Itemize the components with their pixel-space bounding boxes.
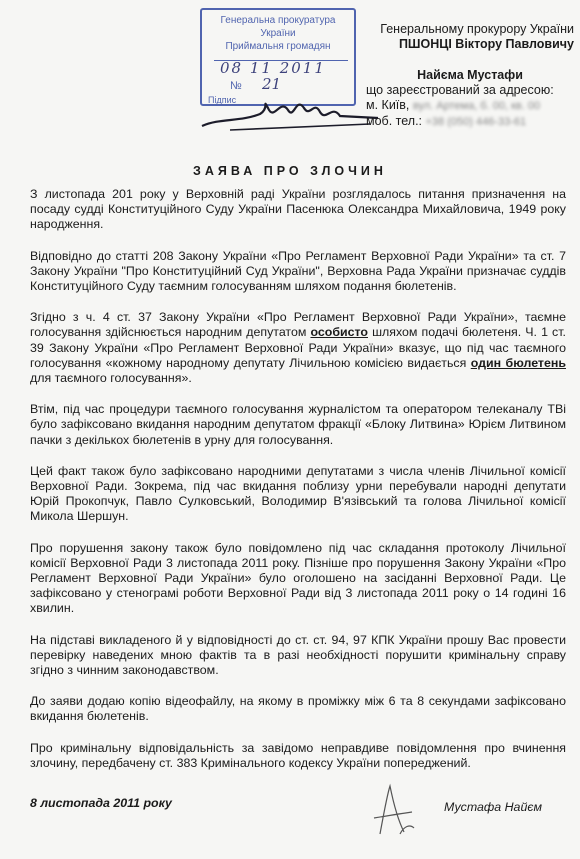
document-body bbox=[30, 187, 566, 787]
paragraph: Відповідно до статті 208 Закону України «Про Регламент Верховної Ради України» та ст. 7 Закону України "Про Конституційний Суд України", Верховна Рада України призначає суддів Конституційного Суду таємним голосуванням шляхом подання бюлетенів. bbox=[30, 248, 566, 294]
stamp-line-3: Приймальня громадян bbox=[225, 41, 331, 52]
stamp-line-2: України bbox=[260, 28, 296, 39]
sender-street-redacted: вул. Артема, б. 00, кв. 00 bbox=[412, 100, 541, 112]
sender-phone-line bbox=[366, 114, 574, 130]
footer-date: 8 листопада 2011 року bbox=[30, 796, 172, 810]
footer-signature-name: Мустафа Найєм bbox=[444, 800, 542, 814]
document-title: ЗАЯВА ПРО ЗЛОЧИН bbox=[193, 164, 387, 178]
paragraph: До заяви додаю копію відеофайлу, на якому в проміжку між 6 та 8 секундами зафіксовано вкидання бюлетенів. bbox=[30, 694, 566, 724]
paragraph: Цей факт також було зафіксовано народними депутатами з числа членів Лічильної комісії Верховної Ради. Зокрема, під час вкидання поблизу урни перебували народні депутати Юрій Прокопчук, Павло Сулковський, Володимир В'язівський та голова Лічильної комісії Микола Шершун. bbox=[30, 463, 566, 524]
stamp-date: 08 11 2011 bbox=[220, 59, 326, 77]
sender-address-label: що зареєстрований за адресою: bbox=[366, 83, 554, 97]
paragraph: Згідно з ч. 4 ст. 37 Закону України «Про Регламент Верховної Ради України», таємне голосування здійснюється народним депутатом особисто шляхом подачі бюлетеня. Ч. 1 ст. 39 Закону України «Про Регламент Верховної Ради України» вказує, що під час таємного голосування «кожному народному депутату Лічильною комісією видається один бюлетень для таємного голосування». bbox=[30, 310, 566, 386]
emphasized-text: особисто bbox=[310, 325, 368, 340]
paragraph: З листопада 201 року у Верховній раді України розглядалось питання призначення на посаду судді Конституційного Суду України Пасенюка Олександра Михайловича, 1949 року народження. bbox=[30, 187, 566, 232]
paragraph: Втім, під час процедури таємного голосування журналістом та оператором телеканалу ТВі було зафіксовано вкидання народним депутатом фракції «Блоку Литвина» Юрієм Литвином пачки з декількох бюлетенів в урну для голосування. bbox=[30, 402, 566, 447]
sender-city: м. Київ, bbox=[366, 98, 410, 112]
paragraph: Про кримінальну відповідальність за завідомо неправдиве повідомлення про вчинення злочину, передбачену ст. 383 Кримінального кодексу України попереджений. bbox=[30, 740, 566, 770]
paragraph: На підставі викладеного й у відповідності до ст. ст. 94, 97 КПК України прошу Вас провести перевірку наведених мною фактів та в разі необхідності порушити кримінальну справу згідно з чинним законодавством. bbox=[30, 632, 566, 678]
sender-block bbox=[366, 68, 574, 130]
addressee-line-2: ПШОНЦІ Віктору Павловичу bbox=[398, 36, 574, 51]
addressee-block bbox=[352, 22, 574, 51]
sender-phone-redacted: +38 (050) 446-33-61 bbox=[425, 116, 527, 128]
paragraph: Про порушення закону також було повідомлено під час складання протоколу Лічильної комісії Верховної Ради 3 листопада 2011 року. Пізніше про порушення Закону України «Про Регламент Верховної Ради України» було оголошено на засіданні Верховної Ради. Це зафіксовано у стенограмі роботи Верховної Ради від 3 листопада 2011 року о 14 годині 16 хвилин. bbox=[30, 540, 566, 616]
sender-name: Найєма Мустафи bbox=[417, 68, 523, 82]
emphasized-text: один бюлетень bbox=[470, 355, 566, 370]
stamp-signature-scribble bbox=[200, 75, 380, 138]
sender-phone-label: моб. тел.: bbox=[366, 114, 423, 128]
stamp-number-value: 21 bbox=[262, 75, 282, 93]
sender-address-line bbox=[366, 98, 574, 114]
addressee-line-1: Генеральному прокурору України bbox=[380, 22, 574, 36]
footer bbox=[30, 796, 566, 826]
stamp-number-label: № bbox=[230, 80, 242, 92]
stamp-line-1: Генеральна прокуратура bbox=[220, 15, 336, 26]
stamp-signature-label: Підпис bbox=[208, 95, 237, 105]
